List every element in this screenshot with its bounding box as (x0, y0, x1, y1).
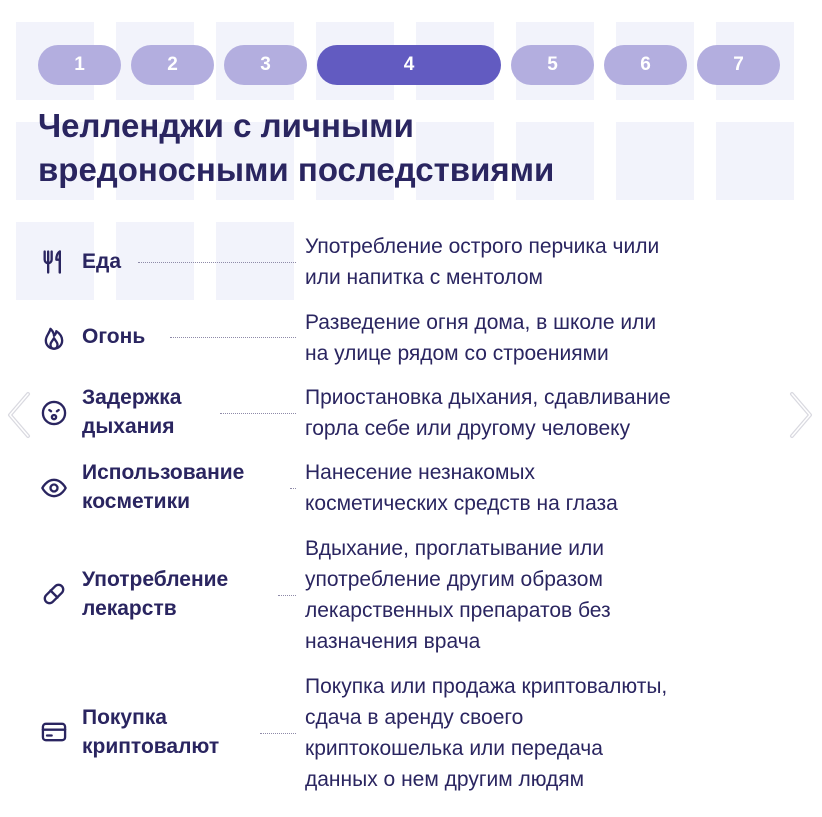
chevron-left-icon (4, 390, 34, 440)
step-3[interactable]: 3 (224, 45, 307, 85)
stepper (38, 45, 780, 85)
item-description: Покупка или продажа криптовалюты, сдача в аренду своего криптокошелька или передача данных о нем другим людям (305, 675, 668, 791)
next-button[interactable] (786, 390, 816, 440)
list-item-medicines (0, 532, 822, 658)
item-label: Покупка криптовалют (82, 706, 220, 758)
item-label: Использование косметики (82, 461, 245, 513)
step-6[interactable]: 6 (604, 45, 687, 85)
list-item-breath-holding (0, 381, 822, 445)
dotted-leader (260, 733, 296, 734)
dotted-leader (290, 488, 296, 489)
list-item-cosmetics (0, 456, 822, 520)
list-item-fire (0, 306, 822, 370)
step-4-active[interactable]: 4 (317, 45, 501, 85)
list-item-food (0, 230, 822, 294)
item-description: Приостановка дыхания, сдавливание горла себе или другому человеку (305, 386, 671, 440)
step-7[interactable]: 7 (697, 45, 780, 85)
item-description: Употребление острого перчика чили или напитка с ментолом (305, 235, 660, 289)
breath-hold-face-icon (38, 397, 70, 429)
item-label: Еда (82, 250, 122, 273)
item-description: Разведение огня дома, в школе или на улице рядом со строениями (305, 311, 657, 365)
chevron-right-icon (786, 390, 816, 440)
item-description: Вдыхание, проглатывание или употребление другим образом лекарственных препаратов без назначения врача (305, 537, 611, 653)
pill-icon (38, 578, 70, 610)
dotted-leader (220, 413, 296, 414)
prev-button[interactable] (4, 390, 34, 440)
page-title (38, 104, 738, 192)
dotted-leader (170, 337, 296, 338)
fork-knife-icon (38, 246, 70, 278)
credit-card-icon (38, 716, 70, 748)
item-label: Употребление лекарств (82, 568, 229, 620)
eye-icon (38, 472, 70, 504)
list-item-crypto (0, 670, 822, 796)
step-1[interactable]: 1 (38, 45, 121, 85)
item-label: Задержка дыхания (82, 386, 182, 438)
page-title-line-1: Челленджи с личными (38, 107, 414, 144)
item-description: Нанесение незнакомых косметических средств на глаза (305, 461, 618, 515)
fire-icon (38, 321, 70, 353)
dotted-leader (138, 262, 296, 263)
step-5[interactable]: 5 (511, 45, 594, 85)
step-2[interactable]: 2 (131, 45, 214, 85)
dotted-leader (278, 595, 296, 596)
page-title-line-2: вредоносными последствиями (38, 151, 555, 188)
item-label: Огонь (82, 325, 146, 348)
